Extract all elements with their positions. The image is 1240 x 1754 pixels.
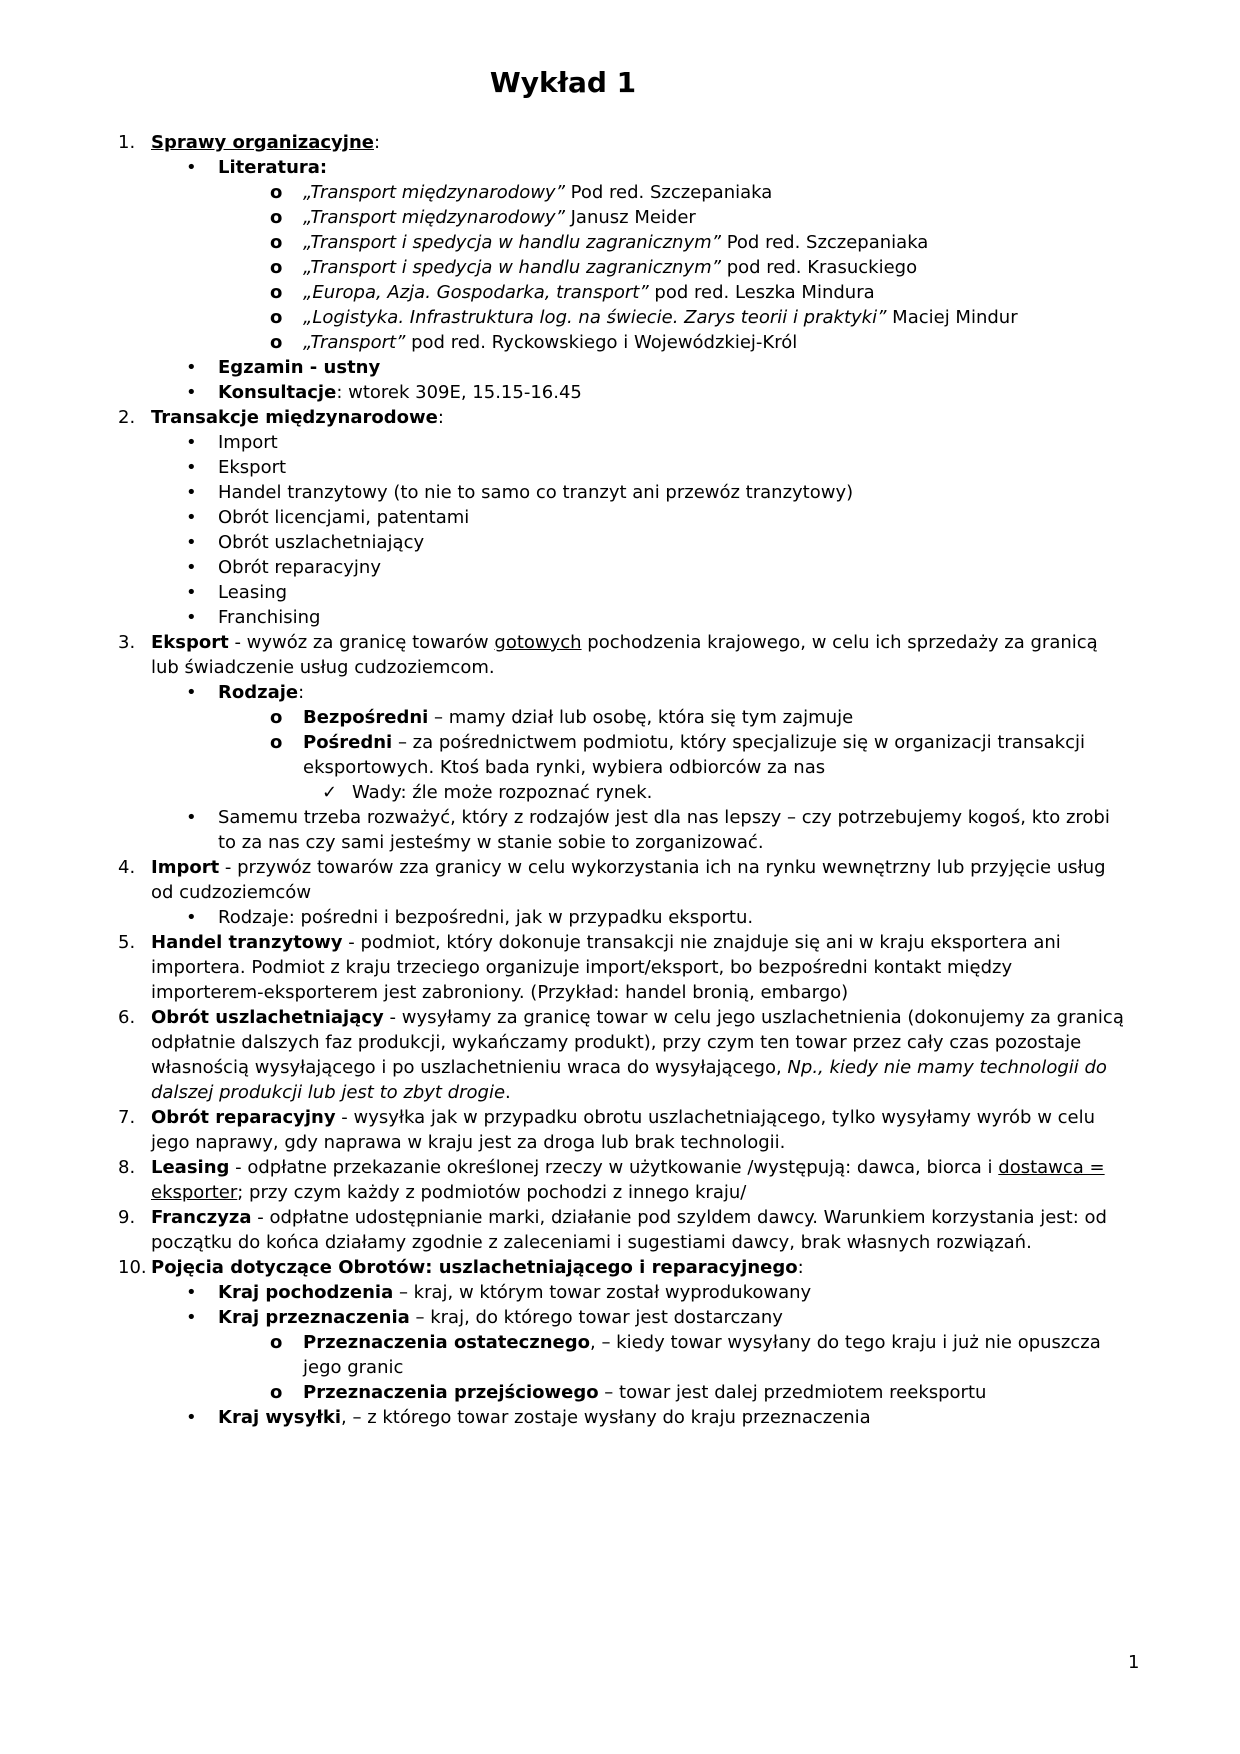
- text-run: pod red. Leszka Mindura: [648, 282, 875, 303]
- item-text: [303, 255, 1125, 280]
- list-marker: o: [270, 707, 283, 728]
- numbered-item: [118, 630, 1125, 680]
- item-text: [303, 730, 1125, 780]
- text-run: Import: [218, 432, 278, 453]
- list-marker: •: [186, 607, 197, 628]
- list-item: [118, 805, 1125, 855]
- list-marker: 8.: [118, 1157, 136, 1178]
- list-marker: •: [186, 382, 197, 403]
- text-run: Janusz Meider: [564, 207, 696, 228]
- item-text: [218, 380, 1125, 405]
- item-text: [218, 155, 1125, 180]
- list-marker: 1.: [118, 132, 136, 153]
- list-item: [118, 1280, 1125, 1305]
- list-item: [118, 1330, 1125, 1380]
- text-run: – kraj, do którego towar jest dostarczany: [409, 1307, 783, 1328]
- list-marker: 4.: [118, 857, 136, 878]
- text-run: Obrót uszlachetniający: [218, 532, 425, 553]
- text-run: Kraj przeznaczenia: [218, 1307, 410, 1328]
- item-text: [218, 480, 1125, 505]
- text-run: Transakcje międzynarodowe: [151, 407, 438, 428]
- text-run: Pośredni: [303, 732, 393, 753]
- text-run: Wady: źle może rozpoznać rynek.: [352, 782, 653, 803]
- list-marker: o: [270, 182, 283, 203]
- text-run: pod red. Ryckowskiego i Wojewódzkiej-Król: [405, 332, 798, 353]
- list-marker: •: [186, 432, 197, 453]
- list-item: [118, 230, 1125, 255]
- item-text: [218, 1280, 1125, 1305]
- text-run: - wysyłamy za granicę towar w celu jego uszlachetnienia (dokonujemy za granicą odpłatnie dalszych faz produkcji, wykańczamy produkt), przy czym ten towar przez cały czas pozostaje własnością wysyłającego i po uszlachetnieniu wraca do wysyłającego,: [151, 1007, 1124, 1078]
- numbered-item: [118, 1205, 1125, 1255]
- text-run: dostawca = eksporter: [151, 1157, 1105, 1203]
- text-run: , – kiedy towar wysyłany do tego kraju i już nie opuszcza jego granic: [303, 1332, 1101, 1378]
- list-item: [118, 705, 1125, 730]
- list-item: [118, 455, 1125, 480]
- list-marker: •: [186, 807, 197, 828]
- list-marker: o: [270, 232, 283, 253]
- list-item: [118, 205, 1125, 230]
- text-run: :: [298, 682, 305, 703]
- item-text: [218, 680, 1125, 705]
- numbered-item: [118, 130, 1125, 155]
- list-item: [118, 180, 1125, 205]
- text-run: – za pośrednictwem podmiotu, który specjalizuje się w organizacji transakcji eksportowych. Ktoś bada rynki, wybiera odbiorców za nas: [303, 732, 1085, 778]
- numbered-item: [118, 930, 1125, 1005]
- list-item: [118, 355, 1125, 380]
- text-run: - wysyłka jak w przypadku obrotu uszlachetniającego, tylko wysyłamy wyrób w celu jego naprawy, gdy naprawa w kraju jest za droga lub brak technologii.: [151, 1107, 1096, 1153]
- text-run: Handel tranzytowy: [151, 932, 343, 953]
- list-item: [118, 530, 1125, 555]
- item-text: [151, 405, 1125, 430]
- item-text: [218, 505, 1125, 530]
- list-marker: •: [186, 457, 197, 478]
- text-run: Pod red. Szczepaniaka: [720, 232, 929, 253]
- list-marker: 10.: [118, 1257, 147, 1278]
- list-marker: •: [186, 557, 197, 578]
- item-text: [151, 855, 1125, 905]
- list-item: [118, 330, 1125, 355]
- list-item: [118, 155, 1125, 180]
- list-marker: •: [186, 1282, 197, 1303]
- list-item: [118, 580, 1125, 605]
- text-run: Konsultacje: [218, 382, 337, 403]
- list-marker: o: [270, 1382, 283, 1403]
- item-text: [151, 630, 1125, 680]
- text-run: „Transport międzynarodowy”: [303, 182, 565, 203]
- text-run: Eksport: [218, 457, 287, 478]
- text-run: „Transport i spedycja w handlu zagranicznym”: [303, 257, 721, 278]
- text-run: Maciej Mindur: [886, 307, 1018, 328]
- text-run: :: [373, 132, 381, 153]
- item-text: [218, 605, 1125, 630]
- item-text: [218, 1305, 1125, 1330]
- list-marker: o: [270, 207, 283, 228]
- list-marker: •: [186, 1407, 197, 1428]
- text-run: .: [505, 1082, 511, 1103]
- text-run: Bezpośredni: [303, 707, 429, 728]
- item-text: [218, 355, 1125, 380]
- item-text: [303, 330, 1125, 355]
- numbered-item: [118, 1155, 1125, 1205]
- list-marker: o: [270, 257, 283, 278]
- list-item: [118, 605, 1125, 630]
- text-run: - odpłatne przekazanie określonej rzeczy w użytkowanie /występują: dawca, biorca i: [229, 1157, 999, 1178]
- item-text: [218, 905, 1125, 930]
- list-item: [118, 430, 1125, 455]
- list-marker: o: [270, 332, 283, 353]
- list-marker: 9.: [118, 1207, 136, 1228]
- item-text: [352, 780, 1125, 805]
- numbered-item: [118, 405, 1125, 430]
- list-item: [118, 255, 1125, 280]
- item-text: [218, 1405, 1125, 1430]
- list-marker: •: [186, 157, 197, 178]
- text-run: Obrót reparacyjny: [218, 557, 381, 578]
- text-run: Egzamin - ustny: [218, 357, 381, 378]
- item-text: [303, 305, 1125, 330]
- item-text: [151, 1255, 1125, 1280]
- text-run: Kraj wysyłki: [218, 1407, 342, 1428]
- item-text: [303, 205, 1125, 230]
- text-run: „Transport międzynarodowy”: [303, 207, 565, 228]
- text-run: gotowych: [494, 632, 582, 653]
- item-text: [218, 455, 1125, 480]
- text-run: Rodzaje: pośredni i bezpośredni, jak w przypadku eksportu.: [218, 907, 754, 928]
- list-marker: 2.: [118, 407, 136, 428]
- list-marker: o: [270, 732, 283, 753]
- text-run: pochodzenia krajowego, w celu ich sprzedaży za granicą lub świadczenie usług cudzoziemcom.: [151, 632, 1098, 678]
- list-item: [118, 1380, 1125, 1405]
- text-run: Eksport: [151, 632, 229, 653]
- item-text: [218, 530, 1125, 555]
- text-run: Franchising: [218, 607, 321, 628]
- text-run: Samemu trzeba rozważyć, który z rodzajów jest dla nas lepszy – czy potrzebujemy kogoś, kto zrobi to za nas czy sami jesteśmy w stanie sobie to zorganizować.: [218, 807, 1110, 853]
- numbered-item: [118, 1105, 1125, 1155]
- list-marker: •: [186, 482, 197, 503]
- text-run: Handel tranzytowy (to nie to samo co tranzyt ani przewóz tranzytowy): [218, 482, 854, 503]
- text-run: „Transport i spedycja w handlu zagranicznym”: [303, 232, 721, 253]
- list-marker: •: [186, 357, 197, 378]
- page-number: 1: [1128, 1652, 1140, 1673]
- numbered-item: [118, 1005, 1125, 1105]
- text-run: Leasing: [151, 1157, 230, 1178]
- text-run: Przeznaczenia ostatecznego: [303, 1332, 591, 1353]
- list-item: [118, 555, 1125, 580]
- list-marker: o: [270, 1332, 283, 1353]
- list-marker: o: [270, 282, 283, 303]
- list-marker: •: [186, 907, 197, 928]
- text-run: Kraj pochodzenia: [218, 1282, 394, 1303]
- list-marker: •: [186, 532, 197, 553]
- item-text: [151, 1155, 1125, 1205]
- text-run: Import: [151, 857, 220, 878]
- list-item: [118, 1305, 1125, 1330]
- text-run: Obrót reparacyjny: [151, 1107, 336, 1128]
- text-run: :: [797, 1257, 804, 1278]
- text-run: „Europa, Azja. Gospodarka, transport”: [303, 282, 649, 303]
- list-item: [118, 680, 1125, 705]
- text-run: ; przy czym każdy z podmiotów pochodzi z innego kraju/: [237, 1182, 747, 1203]
- text-run: Franczyza: [151, 1207, 252, 1228]
- text-run: pod red. Krasuckiego: [720, 257, 918, 278]
- item-text: [303, 180, 1125, 205]
- text-run: :: [437, 407, 444, 428]
- text-run: „Transport”: [303, 332, 406, 353]
- item-text: [303, 1330, 1125, 1380]
- item-text: [303, 280, 1125, 305]
- list-marker: 6.: [118, 1007, 136, 1028]
- list-item: [118, 730, 1125, 780]
- text-run: – towar jest dalej przedmiotem reeksportu: [598, 1382, 987, 1403]
- item-text: [151, 130, 1125, 155]
- text-run: - podmiot, który dokonuje transakcji nie znajduje się ani w kraju eksportera ani importera. Podmiot z kraju trzeciego organizuje import/eksport, bo bezpośredni kontakt między importerem-eksporterem jest zabroniony. (Przykład: handel bronią, embargo): [151, 932, 1061, 1003]
- document-body: [118, 66, 1125, 1430]
- item-text: [303, 1380, 1125, 1405]
- list-marker: 3.: [118, 632, 136, 653]
- text-run: Sprawy organizacyjne: [151, 132, 374, 153]
- list-item: [118, 305, 1125, 330]
- text-run: Obrót licencjami, patentami: [218, 507, 470, 528]
- text-run: - przywóz towarów zza granicy w celu wykorzystania ich na rynku wewnętrzny lub przyjęcie usług od cudzoziemców: [151, 857, 1106, 903]
- item-text: [151, 1105, 1125, 1155]
- page-title: Wykład 1: [489, 66, 637, 99]
- text-run: – kraj, w którym towar został wyprodukowany: [393, 1282, 812, 1303]
- list-item: [118, 780, 1125, 805]
- item-text: [218, 580, 1125, 605]
- text-run: - odpłatne udostępnianie marki, działanie pod szyldem dawcy. Warunkiem korzystania jest: od początku do końca działamy zgodnie z zaleceniami i sugestiami dawcy, brak własnych rozwiązań.: [151, 1207, 1107, 1253]
- list-marker: •: [186, 682, 197, 703]
- text-run: Pod red. Szczepaniaka: [564, 182, 773, 203]
- text-run: Literatura:: [218, 157, 328, 178]
- numbered-item: [118, 855, 1125, 905]
- item-text: [151, 1005, 1125, 1105]
- list-item: [118, 480, 1125, 505]
- text-run: „Logistyka. Infrastruktura log. na świecie. Zarys teorii i praktyki”: [303, 307, 887, 328]
- list-item: [118, 505, 1125, 530]
- list-marker: •: [186, 507, 197, 528]
- item-text: [218, 555, 1125, 580]
- text-run: - wywóz za granicę towarów: [228, 632, 495, 653]
- text-run: Przeznaczenia przejściowego: [303, 1382, 599, 1403]
- item-text: [218, 805, 1125, 855]
- list-marker: 7.: [118, 1107, 136, 1128]
- text-run: Np., kiedy nie mamy technologii do dalszej produkcji lub jest to zbyt drogie: [151, 1057, 1107, 1103]
- numbered-item: [118, 1255, 1125, 1280]
- text-run: Rodzaje: [218, 682, 299, 703]
- text-run: Leasing: [218, 582, 288, 603]
- text-run: : wtorek 309E, 15.15-16.45: [336, 382, 582, 403]
- list-marker: 5.: [118, 932, 136, 953]
- list-marker: •: [186, 1307, 197, 1328]
- item-text: [303, 705, 1125, 730]
- list-item: [118, 1405, 1125, 1430]
- text-run: Obrót uszlachetniający: [151, 1007, 384, 1028]
- text-run: , – z którego towar zostaje wysłany do kraju przeznaczenia: [341, 1407, 871, 1428]
- item-text: [151, 930, 1125, 1005]
- list-item: [118, 905, 1125, 930]
- item-text: [218, 430, 1125, 455]
- item-text: [151, 1205, 1125, 1255]
- list-marker: •: [186, 582, 197, 603]
- item-text: [303, 230, 1125, 255]
- text-run: Pojęcia dotyczące Obrotów: uszlachetniającego i reparacyjnego: [151, 1257, 798, 1278]
- list-item: [118, 280, 1125, 305]
- list-item: [118, 380, 1125, 405]
- text-run: – mamy dział lub osobę, która się tym zajmuje: [428, 707, 854, 728]
- list-marker: ✓: [322, 782, 338, 803]
- list-marker: o: [270, 307, 283, 328]
- lecture-notes-list: [118, 130, 1125, 1430]
